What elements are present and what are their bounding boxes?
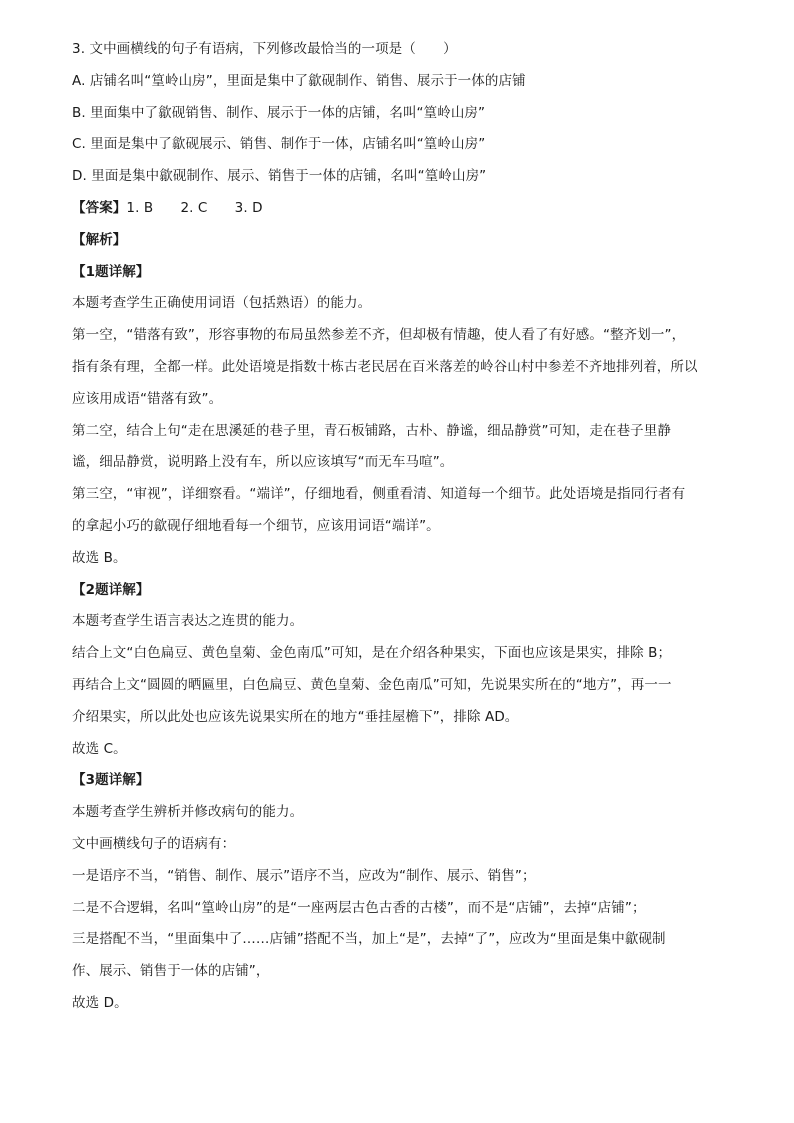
q1-header: 【1题详解】	[72, 263, 150, 280]
option-a: A. 店铺名叫“篁岭山房”，里面是集中了歙砚制作、销售、展示于一体的店铺	[72, 72, 526, 89]
q3-line: 二是不合逻辑，名叫“篁岭山房”的是“一座两层古色古香的古楼”，而不是“店铺”，去掉“店铺”；	[72, 899, 646, 916]
answer-label: 【答案】	[72, 199, 127, 216]
q1-line: 的拿起小巧的歙砚仔细地看每一个细节，应该用词语“端详”。	[72, 517, 440, 534]
option-d: D. 里面是集中歙砚制作、展示、销售于一体的店铺，名叫“篁岭山房”	[72, 168, 487, 185]
q3-line: 文中画横线句子的语病有：	[72, 835, 236, 852]
q2-line: 介绍果实，所以此处也应该先说果实所在的地方“垂挂屋檐下”，排除 AD。	[72, 708, 519, 725]
q2-header: 【2题详解】	[72, 581, 150, 598]
q2-line: 本题考查学生语言表达之连贯的能力。	[72, 613, 304, 630]
q3-line: 作、展示、销售于一体的店铺”，	[72, 963, 270, 980]
q1-line: 第一空，“错落有致”，形容事物的布局虽然参差不齐，但却极有情趣，使人看了有好感。“整齐划一”，	[72, 327, 686, 344]
q1-line: 第二空，结合上句“走在思溪延的巷子里，青石板铺路，古朴、静谧，细品静赏”可知，走在巷子里静	[72, 422, 671, 439]
q2-line: 结合上文“白色扁豆、黄色皇菊、金色南瓜”可知，是在介绍各种果实，下面也应该是果实，排除 B；	[72, 645, 672, 662]
document-page	[72, 34, 722, 1020]
answer-text: 1. B 2. C 3. D	[126, 199, 263, 216]
q1-line: 第三空，“审视”，详细察看。“端详”，仔细地看，侧重看清、知道每一个细节。此处语境是指同行者有	[72, 486, 686, 503]
q2-line: 再结合上文“圆圆的晒匾里，白色扁豆、黄色皇菊、金色南瓜”可知，先说果实所在的“地方”，再一一	[72, 676, 672, 693]
q1-conclusion: 故选 B。	[72, 549, 127, 566]
q1-line: 谧，细品静赏，说明路上没有车，所以应该填写“而无车马喧”。	[72, 454, 454, 471]
q1-line: 本题考查学生正确使用词语（包括熟语）的能力。	[72, 295, 372, 312]
q2-conclusion: 故选 C。	[72, 740, 127, 757]
answer-line	[72, 193, 722, 225]
q1-line: 指有条有理，全都一样。此处语境是指数十栋古老民居在百米落差的岭谷山村中参差不齐地排列着，所以	[72, 358, 698, 375]
q3-header: 【3题详解】	[72, 772, 150, 789]
q3-line: 本题考查学生辨析并修改病句的能力。	[72, 804, 304, 821]
question-3-stem: 3. 文中画横线的句子有语病，下列修改最恰当的一项是（ ）	[72, 41, 457, 57]
q3-conclusion: 故选 D。	[72, 994, 128, 1011]
analysis-label: 【解析】	[72, 231, 127, 248]
option-c: C. 里面是集中了歙砚展示、销售、制作于一体，店铺名叫“篁岭山房”	[72, 136, 486, 153]
q1-line: 应该用成语“错落有致”。	[72, 390, 223, 407]
q3-line: 三是搭配不当，“里面集中了……店铺”搭配不当，加上“是”，去掉“了”，应改为“里面是集中歙砚制	[72, 931, 666, 948]
q3-line: 一是语序不当，“销售、制作、展示”语序不当，应改为“制作、展示、销售”；	[72, 867, 536, 884]
option-b: B. 里面集中了歙砚销售、制作、展示于一体的店铺，名叫“篁岭山房”	[72, 104, 486, 121]
